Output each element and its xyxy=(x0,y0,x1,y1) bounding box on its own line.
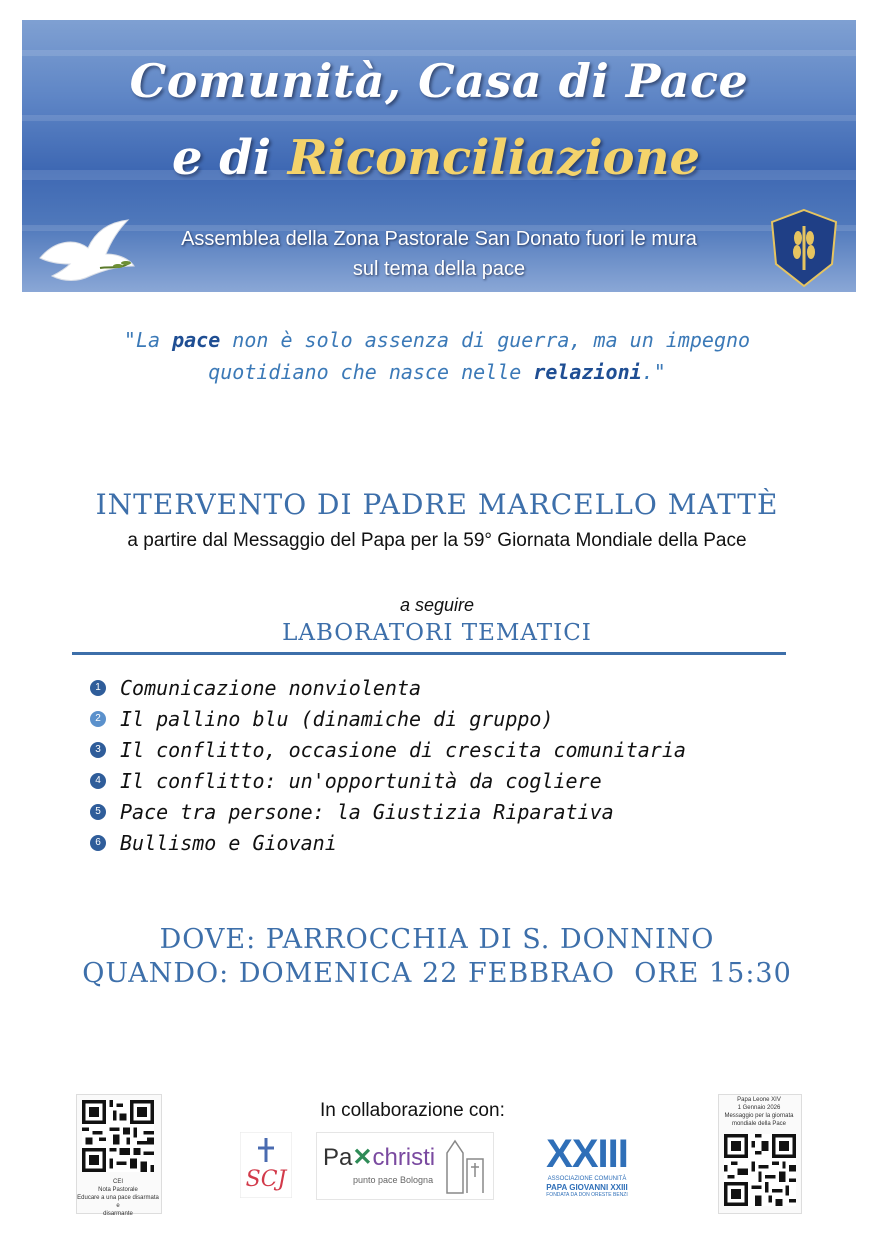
lab-number: 2 xyxy=(90,711,106,727)
peace-quote-line1: "La pace non è solo assenza di guerra, ma un impegno xyxy=(123,328,751,352)
collaboration-label: In collaborazione con: xyxy=(320,1100,505,1121)
pax-christi-logo xyxy=(316,1132,494,1200)
pastoral-zone-seal-icon xyxy=(768,208,840,288)
scj-logo-icon xyxy=(240,1132,292,1198)
list-item xyxy=(90,703,686,734)
lab-title: Bullismo e Giovani xyxy=(120,830,337,855)
event-datetime: QUANDO: DOMENICA 22 FEBBRAO ORE 15:30 xyxy=(82,958,792,989)
right-qr-code-icon[interactable] xyxy=(724,1134,796,1206)
comunita-papa-giovanni-logo: XXIII ASSOCIAZIONE COMUNITÀ PAPA GIOVANNI XXIII FONDATA DA DON ORESTE BENZI xyxy=(520,1132,654,1200)
banner-subtitle-line2: sul tema della pace xyxy=(352,258,526,280)
pax-christi-wordmark: Pa✕christi xyxy=(323,1144,436,1171)
lab-title: Il conflitto, occasione di crescita comunitaria xyxy=(120,737,686,762)
banner-subtitle-line1: Assemblea della Zona Pastorale San Donato fuori le mura xyxy=(181,228,697,250)
list-item xyxy=(90,827,686,858)
lab-title: Pace tra persone: la Giustizia Riparativa xyxy=(120,799,614,824)
labs-list xyxy=(90,672,686,858)
lab-number: 5 xyxy=(90,804,106,820)
peace-quote-line2: quotidiano che nasce nelle relazioni." xyxy=(208,360,666,384)
svg-text:SCJ: SCJ xyxy=(245,1167,287,1192)
lab-title: Il pallino blu (dinamiche di gruppo) xyxy=(120,706,554,731)
xxiii-wordmark: XXIII xyxy=(546,1132,628,1176)
lab-title: Comunicazione nonviolenta xyxy=(120,675,422,700)
list-item xyxy=(90,796,686,827)
labs-intro: a seguire xyxy=(399,595,475,615)
labs-divider xyxy=(72,652,786,655)
left-qr-code-icon[interactable] xyxy=(82,1100,154,1172)
lab-title: Il conflitto: un'opportunità da cogliere xyxy=(120,768,602,793)
list-item xyxy=(90,765,686,796)
church-sketch-icon xyxy=(441,1137,489,1195)
banner-title-line1: Comunità, Casa di Pace xyxy=(129,54,749,108)
talk-subtitle: a partire dal Messaggio del Papa per la 59° Giornata Mondiale della Pace xyxy=(127,530,747,551)
list-item xyxy=(90,672,686,703)
header-banner xyxy=(22,20,856,292)
event-location: DOVE: PARROCCHIA DI S. DONNINO xyxy=(159,924,715,955)
banner-title-line2: e di Riconciliazione xyxy=(172,130,701,186)
left-qr-caption: CEI Nota Pastorale Educare a una pace disarmata e disarmante xyxy=(77,1179,159,1217)
lab-number: 6 xyxy=(90,835,106,851)
talk-title: INTERVENTO DI PADRE MARCELLO MATTÈ xyxy=(95,488,779,521)
labs-title: LABORATORI TEMATICI xyxy=(282,620,592,646)
right-qr-caption: Papa Leone XIV 1 Gennaio 2026 Messaggio per la giornata mondiale della Pace xyxy=(724,1097,794,1127)
banner-title-highlight: Riconciliazione xyxy=(287,130,701,186)
lab-number: 4 xyxy=(90,773,106,789)
pax-christi-subtitle: punto pace Bologna xyxy=(353,1175,434,1185)
list-item xyxy=(90,734,686,765)
lab-number: 3 xyxy=(90,742,106,758)
dove-icon xyxy=(30,210,140,290)
lab-number: 1 xyxy=(90,680,106,696)
